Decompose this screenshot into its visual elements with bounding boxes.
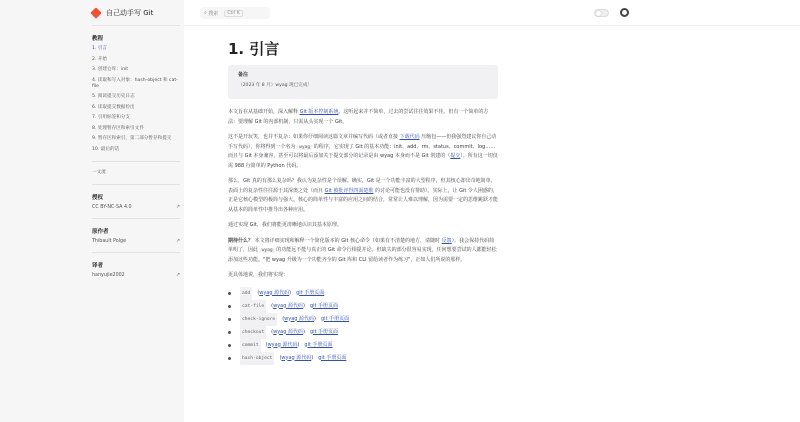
source-link[interactable]: wyag 源代码 xyxy=(284,315,315,322)
note-title: 备注 xyxy=(238,72,249,78)
sidebar-item[interactable]: 2. 开始 xyxy=(92,56,108,62)
sidebar-item[interactable]: 6. 读取提交数据检出 xyxy=(92,104,135,110)
sidebar-item[interactable]: 9. 暂存区和索引，第二部分暂存和提交 xyxy=(92,136,172,141)
command-name: cat-file xyxy=(240,300,266,313)
author-link[interactable] xyxy=(92,239,180,244)
criticism-link[interactable]: Git 被批评得四面楚歌 xyxy=(324,187,374,194)
feedback-link[interactable]: 反馈 xyxy=(441,237,452,244)
search-button[interactable] xyxy=(200,7,270,19)
command-name: commit xyxy=(240,339,261,352)
git-link[interactable]: Git 版本控制系统 xyxy=(299,109,339,115)
divider xyxy=(92,184,180,185)
site-title: 自己动手写 Git xyxy=(106,8,154,17)
article xyxy=(228,38,498,365)
sidebar xyxy=(0,0,184,422)
list-item xyxy=(228,313,498,326)
sidebar-item-onepage[interactable]: 一文流 xyxy=(92,169,106,175)
author-title: 原作者 xyxy=(92,228,109,235)
search-icon: ⌕ xyxy=(204,10,209,16)
page-title: 1. 引言 xyxy=(228,40,280,58)
site-logo[interactable] xyxy=(92,0,180,26)
sidebar-item[interactable]: 7. 引用标签和分支 xyxy=(92,115,131,120)
top-bar xyxy=(184,0,800,26)
translator-link[interactable] xyxy=(92,273,180,278)
manual-link[interactable]: git 手册页面 xyxy=(296,289,325,296)
search-shortcut: Ctrl K xyxy=(224,10,242,17)
sidebar-item[interactable]: 4. 读取和写入对象：hash-object 和 cat-file xyxy=(92,77,178,89)
external-link-icon: ↗ xyxy=(175,204,180,210)
git-logo-icon xyxy=(90,7,101,18)
paren: (wyag 源代码) xyxy=(265,341,300,348)
paragraph: 那么，Git 真的有那么复杂吗？我认为复杂性是个误解。确实，Git 是一个功能丰富的大型程序，但其核心却出奇地简单，表面上的复杂性往往源于其深奥之处（而且 Git 被批评得四面楚歌 的讨论可能也没有帮助）。实际上，让 Git 令人困惑的，正是它核心模型的极简与强大。核心的简单性与丰富的应用之间的结合，常常让人难以理解，因为需要一定的思维跳跃才能从基本的简单性中推导出各种应用。 xyxy=(228,178,499,213)
manual-link[interactable]: git 手册页面 xyxy=(304,341,333,348)
sidebar-item[interactable]: 3. 创建仓库：init xyxy=(92,67,129,72)
divider xyxy=(92,161,180,162)
command-name: add xyxy=(240,287,252,300)
paragraph: 期待什么？ 本文将详细实现和解释一个简化版本的 Git 核心命令（如果有不清楚的地方，请随时 反馈）。我会保持代码简单明了，因此 wyag 的功能远不能与真正的 Git 命令行相提并论。但缺失的部分很容易实现，任何想要尝试的人都能轻松添加这些功能。"把 wyag 升级为一个功能齐全的 Git 库和 CLI 留给读者作为练习"，正如人们所说的那样。 xyxy=(228,237,497,263)
download-link[interactable]: 下载代码 xyxy=(399,134,420,140)
author-label: Thibault Polge xyxy=(92,238,127,244)
source-link[interactable]: wyag 源代码 xyxy=(273,328,303,335)
manual-link[interactable]: git 手册页面 xyxy=(309,328,339,335)
list-item xyxy=(228,339,498,352)
paragraph: 更具体地说，我们将实现： xyxy=(228,272,289,278)
list-item xyxy=(228,352,498,365)
sidebar-item[interactable]: 1. 引言 xyxy=(92,46,108,51)
license-title: 授权 xyxy=(92,194,104,201)
manual-link[interactable]: git 手册页面 xyxy=(309,302,339,309)
source-link[interactable]: wyag 源代码 xyxy=(281,354,312,361)
list-item xyxy=(228,300,498,313)
paragraph: 通过实现 Git，我们将能更清晰地认识其基本原理。 xyxy=(228,222,342,228)
sidebar-item[interactable]: 10. 最后的话 xyxy=(92,146,120,152)
sidebar-item[interactable]: 8. 处理暂存区和索引文件 xyxy=(92,125,144,131)
source-link[interactable]: wyag 源代码 xyxy=(273,302,303,309)
source-link[interactable]: wyag 源代码 xyxy=(267,341,298,348)
note-body: （2023 年 8 月）wyag 现已完成！ xyxy=(238,83,313,88)
license-link[interactable] xyxy=(92,205,180,210)
external-link-icon: ↗ xyxy=(175,238,180,244)
note-box xyxy=(228,65,498,99)
command-name: hash-object xyxy=(240,352,274,365)
translator-label: hanyujie2002 xyxy=(92,272,125,278)
divider xyxy=(92,252,180,253)
paragraph: 本文旨在从基础开始，深入解释 Git 版本控制系统。这听起来并不简单，过去的尝试往往效果不佳。但有一个简单的方法：要理解 Git 的内部机制，只需从头实现一个 Git。 xyxy=(228,109,489,125)
external-link-icon: ↗ xyxy=(175,272,180,278)
list-item xyxy=(228,326,498,339)
commit-link[interactable]: 提交 xyxy=(450,153,461,159)
paren: (wyag 源代码) xyxy=(257,289,292,296)
command-list xyxy=(228,287,498,365)
license-label: CC BY-NC-SA 4.0 xyxy=(92,204,132,210)
list-item xyxy=(228,287,498,300)
translator-title: 译者 xyxy=(92,262,104,269)
manual-link[interactable]: git 手册页面 xyxy=(318,354,347,361)
github-icon[interactable] xyxy=(620,8,629,17)
command-name: check-ignore xyxy=(240,313,277,326)
command-name: checkout xyxy=(240,326,266,339)
source-link[interactable]: wyag 源代码 xyxy=(259,289,290,296)
manual-link[interactable]: git 手册页面 xyxy=(321,315,350,322)
sidebar-section-title: 教程 xyxy=(92,36,104,42)
search-label: 搜索 xyxy=(208,10,219,17)
dark-mode-toggle[interactable] xyxy=(594,9,609,17)
paren: (wyag 源代码) xyxy=(282,315,316,322)
sidebar-item[interactable]: 5. 阅读提交历史日志 xyxy=(92,94,135,99)
divider xyxy=(92,218,180,219)
paren: (wyag 源代码) xyxy=(279,354,314,361)
paren: (wyag 源代码) xyxy=(271,302,305,309)
paren: (wyag 源代码) xyxy=(271,328,305,335)
paragraph: 这不是开玩笑，也并不复杂：如果你仔细阅读这篇文章并编写代码（或者直接 下载代码 压缩包——但我强烈建议你自己动手写代码），你将得到一个名为 wyag 的程序，它实现了 Git 的基本功能：init、add、rm、status、commit、log……而且与 Git 本身兼容，甚至可以将最后添加关于提交部分的记录是由 wyag 本身而不是 Git 创建的（提交）。所有这一切仅需 988 行简单的 Python 代码。 xyxy=(228,134,498,169)
